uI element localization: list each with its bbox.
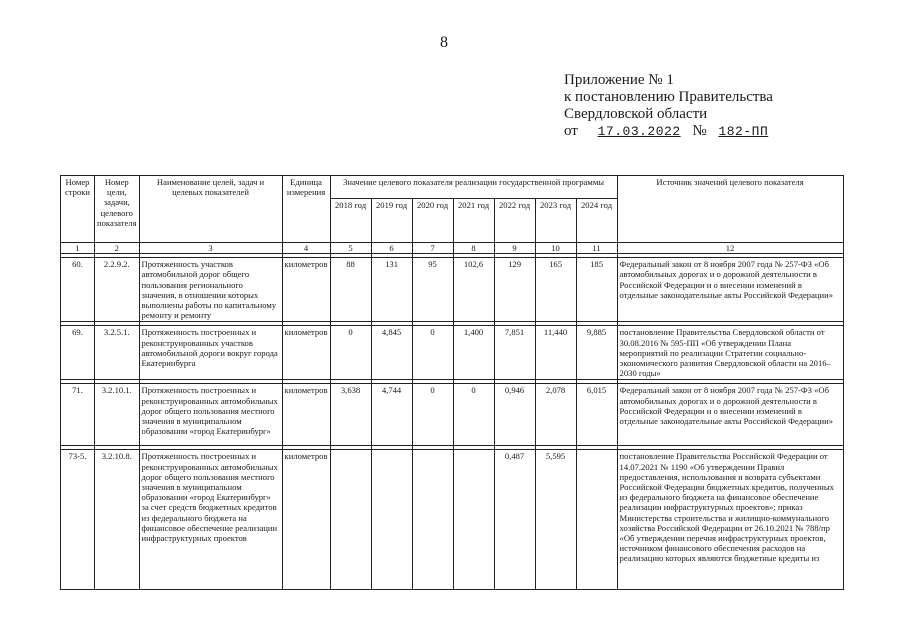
column-number: 10 — [535, 243, 576, 254]
resolution-date-line — [564, 123, 773, 140]
unit: километров — [282, 258, 330, 322]
value-2020: 95 — [412, 258, 453, 322]
value-2020 — [412, 450, 453, 590]
target-indicators-table — [60, 175, 844, 590]
column-number: 9 — [494, 243, 535, 254]
header-row-number: Номер строки — [61, 176, 95, 243]
indicator-source: постановление Правительства Российской Федерации от 14.07.2021 № 1190 «Об утверждении Правил предоставления, использования и возврата субъектами Российской Федерации бюджетных кредитов, полученных из федерального бюджета на финансовое обеспечение реализации инфраструктурных проектов»; приказ Министерства строительства и жилищно-коммунального хозяйства Российской Федерации от 26.10.2021 № 788/пр «Об утверждении перечня инфраструктурных проектов, источником финансового обеспечения расходов на реализацию которых являются бюджетные кредиты из — [617, 450, 843, 590]
value-2024: 185 — [576, 258, 617, 322]
table-row — [61, 258, 844, 322]
column-number: 7 — [412, 243, 453, 254]
value-2022: 7,851 — [494, 326, 535, 380]
indicator-source: Федеральный закон от 8 ноября 2007 года № 257-ФЗ «Об автомобильных дорогах и о дорожной деятельности в Российской Федерации и о внесении изменений в отдельные законодательные акты Российской Федерации» — [617, 258, 843, 322]
header-values-group: Значение целевого показателя реализации государственной программы — [330, 176, 617, 199]
column-numbers-row — [61, 243, 844, 254]
header-unit: Единица измерения — [282, 176, 330, 243]
column-number: 2 — [95, 243, 140, 254]
value-2019: 131 — [371, 258, 412, 322]
unit: километров — [282, 326, 330, 380]
unit: километров — [282, 450, 330, 590]
indicator-name: Протяженность участков автомобильной дорог общего пользования регионального значения, в отношении которых выполнены работы по капитальному ремонту и ремонту — [139, 258, 282, 322]
appendix-line-1: Приложение № 1 — [564, 72, 674, 88]
value-2023: 11,440 — [535, 326, 576, 380]
header-year-2021: 2021 год — [453, 199, 494, 243]
header-year-2019: 2019 год — [371, 199, 412, 243]
date-prefix: от — [564, 123, 578, 139]
indicator-name: Протяженность построенных и реконструированных автомобильных дорог общего пользования местного значения в муниципальном образовании «город Екатеринбург» за счет средств бюджетных кредитов из федерального бюджета на финансовое обеспечение реализации инфраструктурных проектов — [139, 450, 282, 590]
appendix-line-3: Свердловской области — [564, 106, 708, 122]
page-number: 8 — [440, 34, 448, 51]
value-2023: 5,595 — [535, 450, 576, 590]
row-number: 60. — [61, 258, 95, 322]
value-2022: 0,946 — [494, 384, 535, 446]
value-2024 — [576, 450, 617, 590]
column-number: 3 — [139, 243, 282, 254]
value-2024: 6,015 — [576, 384, 617, 446]
column-number: 12 — [617, 243, 843, 254]
header-year-2023: 2023 год — [535, 199, 576, 243]
goal-code: 3.2.5.1. — [95, 326, 140, 380]
header-year-2022: 2022 год — [494, 199, 535, 243]
indicator-source: Федеральный закон от 8 ноября 2007 года № 257-ФЗ «Об автомобильных дорогах и о дорожной деятельности в Российской Федерации и о внесении изменений в отдельные законодательные акты Российской Федерации» — [617, 384, 843, 446]
value-2019 — [371, 450, 412, 590]
value-2024: 9,885 — [576, 326, 617, 380]
value-2021: 1,400 — [453, 326, 494, 380]
unit: километров — [282, 384, 330, 446]
indicator-name: Протяженность построенных и реконструированных автомобильных дорог общего пользования местного значения в муниципальном образовании «город Екатеринбург» — [139, 384, 282, 446]
header-source: Источник значений целевого показателя — [617, 176, 843, 243]
value-2018: 0 — [330, 326, 371, 380]
value-2020: 0 — [412, 326, 453, 380]
goal-code: 2.2.9.2. — [95, 258, 140, 322]
indicator-name: Протяженность построенных и реконструированных участков автомобильной дороги вокруг города Екатеринбурга — [139, 326, 282, 380]
row-number: 69. — [61, 326, 95, 380]
table-row — [61, 384, 844, 446]
column-number: 8 — [453, 243, 494, 254]
value-2018 — [330, 450, 371, 590]
goal-code: 3.2.10.1. — [95, 384, 140, 446]
value-2022: 0,487 — [494, 450, 535, 590]
table-row — [61, 450, 844, 590]
column-number: 11 — [576, 243, 617, 254]
header-year-2020: 2020 год — [412, 199, 453, 243]
header-year-2018: 2018 год — [330, 199, 371, 243]
resolution-date: 17.03.2022 — [597, 124, 681, 139]
value-2023: 2,078 — [535, 384, 576, 446]
value-2018: 3,638 — [330, 384, 371, 446]
value-2021: 0 — [453, 384, 494, 446]
column-number: 6 — [371, 243, 412, 254]
value-2019: 4,845 — [371, 326, 412, 380]
value-2019: 4,744 — [371, 384, 412, 446]
column-number: 5 — [330, 243, 371, 254]
value-2020: 0 — [412, 384, 453, 446]
value-2018: 88 — [330, 258, 371, 322]
header-goal-number: Номер цели, задачи, целевого показателя — [95, 176, 140, 243]
number-prefix: № — [692, 123, 707, 139]
indicator-source: постановление Правительства Свердловской области от 30.08.2016 № 595-ПП «Об утверждении Плана мероприятий по реализации Стратегии социально-экономического развития Свердловской области на 2016–2030 годы» — [617, 326, 843, 380]
header-indicator-name: Наименование целей, задач и целевых показателей — [139, 176, 282, 243]
appendix-heading — [564, 72, 773, 140]
table-row — [61, 326, 844, 380]
value-2022: 129 — [494, 258, 535, 322]
header-year-2024: 2024 год — [576, 199, 617, 243]
column-number: 1 — [61, 243, 95, 254]
value-2023: 165 — [535, 258, 576, 322]
goal-code: 3.2.10.8. — [95, 450, 140, 590]
resolution-number: 182-ПП — [718, 124, 769, 139]
appendix-line-2: к постановлению Правительства — [564, 89, 773, 105]
column-number: 4 — [282, 243, 330, 254]
value-2021 — [453, 450, 494, 590]
value-2021: 102,6 — [453, 258, 494, 322]
row-number: 73-5. — [61, 450, 95, 590]
row-number: 71. — [61, 384, 95, 446]
